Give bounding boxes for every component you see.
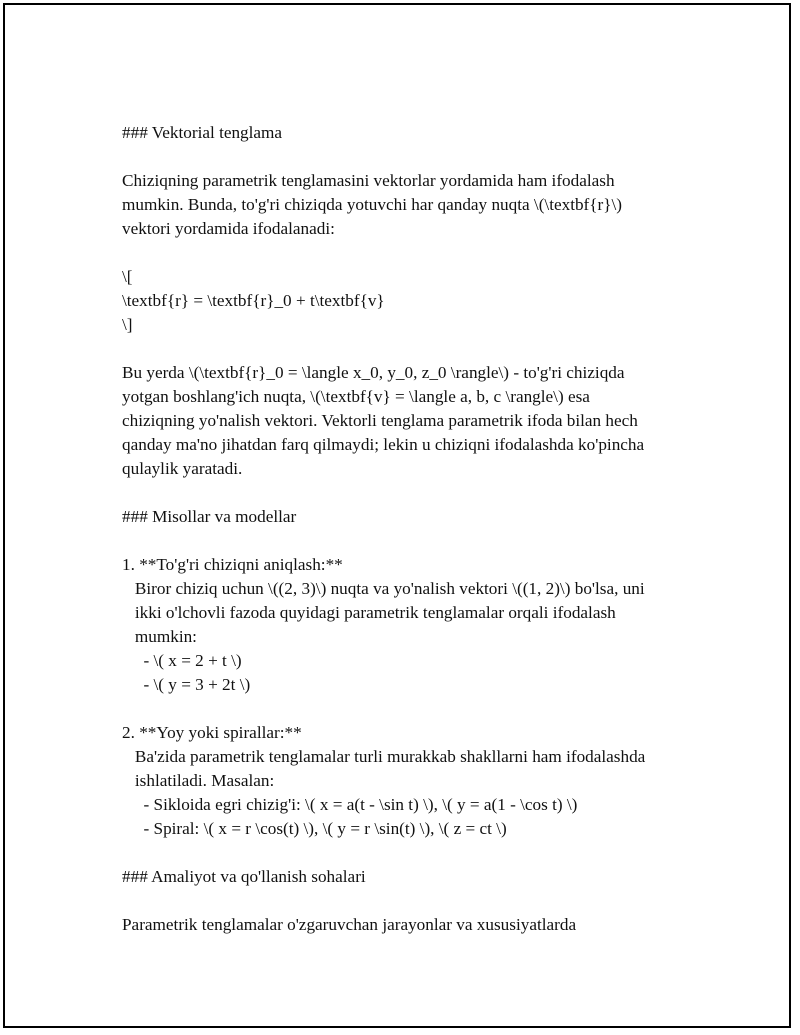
blank-line	[122, 337, 692, 361]
list-item-line: 1. **To'g'ri chiziqni aniqlash:**	[122, 555, 343, 574]
blank-line	[122, 529, 692, 553]
list-item-line: Ba'zida parametrik tenglamalar turli murakkab shakllarni ham ifodalashda	[122, 747, 646, 766]
section-heading-vektorial: ### Vektorial tenglama	[122, 123, 283, 142]
blank-line	[122, 889, 692, 913]
paragraph-line: vektori yordamida ifodalanadi:	[122, 219, 335, 238]
paragraph-line: mumkin. Bunda, to'g'ri chiziqda yotuvchi har qanday nuqta \(\textbf{r}\)	[122, 195, 623, 214]
blank-line	[122, 241, 692, 265]
list-item-line: - \( x = 2 + t \)	[122, 651, 242, 670]
paragraph-line: Parametrik tenglamalar o'zgaruvchan jarayonlar va xususiyatlarda	[122, 915, 577, 934]
paragraph-line: chiziqning yo'nalish vektori. Vektorli tenglama parametrik ifoda bilan hech	[122, 411, 638, 430]
paragraph-line: qanday ma'no jihatdan farq qilmaydi; lekin u chiziqni ifodalashda ko'pincha	[122, 435, 645, 454]
paragraph-line: qulaylik yaratadi.	[122, 459, 243, 478]
document-page	[3, 3, 791, 1028]
equation-line: \[	[122, 267, 133, 286]
equation-line: \]	[122, 315, 133, 334]
section-heading-misollar: ### Misollar va modellar	[122, 507, 297, 526]
blank-line	[122, 145, 692, 169]
paragraph-line: Bu yerda \(\textbf{r}_0 = \langle x_0, y_0, z_0 \rangle\) - to'g'ri chiziqda	[122, 363, 625, 382]
list-item-line: 2. **Yoy yoki spirallar:**	[122, 723, 302, 742]
blank-line	[122, 841, 692, 865]
list-item-line: ishlatiladi. Masalan:	[122, 771, 275, 790]
list-item-line: - \( y = 3 + 2t \)	[122, 675, 251, 694]
paragraph-line: Chiziqning parametrik tenglamasini vektorlar yordamida ham ifodalash	[122, 171, 615, 190]
blank-line	[122, 697, 692, 721]
equation-line: \textbf{r} = \textbf{r}_0 + t\textbf{v}	[122, 291, 385, 310]
list-item-line: - Sikloida egri chizig'i: \( x = a(t - \sin t) \), \( y = a(1 - \cos t) \)	[122, 795, 578, 814]
blank-line	[122, 481, 692, 505]
document-content	[122, 121, 692, 937]
section-heading-amaliyot: ### Amaliyot va qo'llanish sohalari	[122, 867, 366, 886]
list-item-line: Biror chiziq uchun \((2, 3)\) nuqta va yo'nalish vektori \((1, 2)\) bo'lsa, uni	[122, 579, 645, 598]
paragraph-line: yotgan boshlang'ich nuqta, \(\textbf{v} = \langle a, b, c \rangle\) esa	[122, 387, 590, 406]
list-item-line: mumkin:	[122, 627, 197, 646]
list-item-line: - Spiral: \( x = r \cos(t) \), \( y = r \sin(t) \), \( z = ct \)	[122, 819, 507, 838]
list-item-line: ikki o'lchovli fazoda quyidagi parametrik tenglamalar orqali ifodalash	[122, 603, 616, 622]
